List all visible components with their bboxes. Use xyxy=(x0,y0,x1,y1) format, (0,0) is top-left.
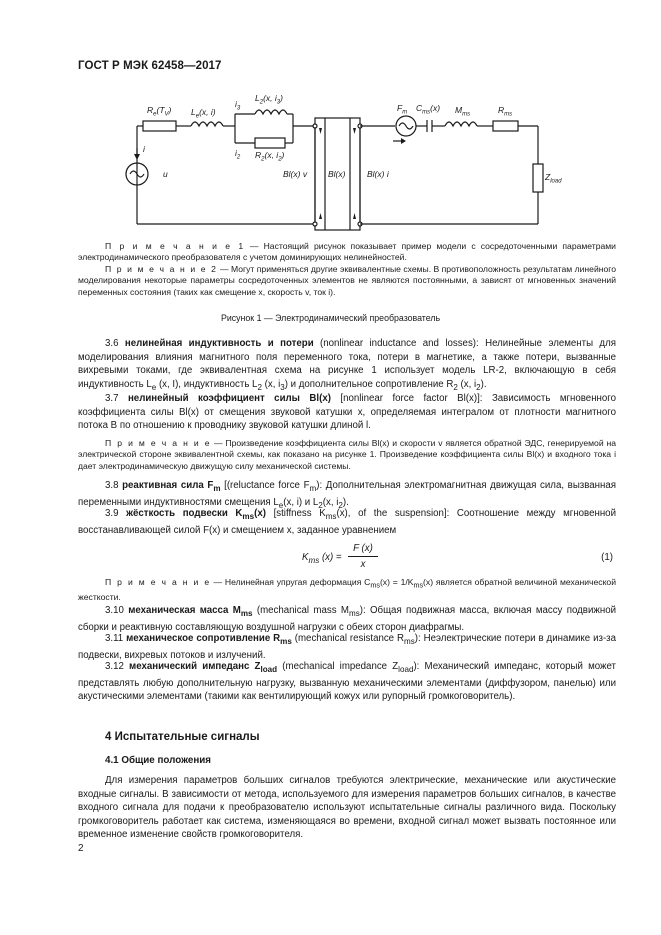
label-re: $R_e(T_V)$ xyxy=(147,105,172,118)
paragraph-4-1: Для измерения параметров больших сигналов требуются электрические, механические или акустические входные сигналы. В зависимости от метода, используемого для измерения параметров больших сигналов, в качестве входного сигнала для подачи к преобразователю используют испытательные сигналы различного вида. Поскольку громкоговоритель работает как система, изменяющаяся во времени, входной сигнал может вызвать постоянное или временное изменение свойств громкоговорителя. xyxy=(78,775,616,841)
circuit-figure xyxy=(95,88,565,238)
section-3-9: 3.9 жёсткость подвески $K_{ms}(x)$ [stiffness $K_{ms}(x)$, of the suspension]: Соотношение между мгновенной восстанавливающей силой F(x) и смещением x, заданное уравнением xyxy=(78,508,616,536)
label-i: i xyxy=(143,144,145,154)
inductor-le xyxy=(191,122,223,126)
label-mms: $M_{ms}$ xyxy=(455,105,471,118)
document-header: ГОСТ Р МЭК 62458—2017 xyxy=(78,60,222,72)
section-3-11: 3.11 механическое сопротивление $R_{ms}$ (mechanical resistance $R_{ms}$): Неэлектрические потери в динамике из-за подвески, вихревых потоков и излучений. xyxy=(78,633,617,661)
section-3-7: 3.7 нелинейный коэффициент силы Bl(x) [nonlinear force factor Bl(x)]: Зависимость мгновенного коэффициента силы Bl(x) от смещения звуковой катушки x, определяемая интегралом от плотности магнитного потока B по отношению к проводнику звуковой катушки длиной l. xyxy=(78,393,616,432)
equation-number: (1) xyxy=(601,552,613,563)
label-rms: $R_{ms}$ xyxy=(498,105,513,118)
label-le: $L_e(x$, i) xyxy=(191,107,216,120)
section-3-12: 3.12 механический импеданс $Z_{load}$ (mechanical impedance $Z_{load}$): Механический импеданс, который может представлять любую дополнительную нагрузку, вызванную механическими элементами (диффузором, панелью) или акустическими элементами (такими как вентилирующий кожух или рупорный громкоговоритель). xyxy=(78,661,616,703)
figure-note-2: П р и м е ч а н и е 2 — Могут применяться другие эквивалентные схемы. В противоположность результатам линейного моделирования некоторые параметры сосредоточенных элементов не являются постоянными, а зависят от мгновенных значений переменных состояния (таких как смещение x, скорость v, ток i). xyxy=(78,264,616,297)
label-fm: $F_m$ xyxy=(397,103,408,116)
label-i3: $i_3$ xyxy=(235,99,241,112)
heading-section-4: 4 Испытательные сигналы xyxy=(105,731,260,743)
label-cms: $C_{ms}(x)$ xyxy=(416,103,441,116)
label-l2: $L_2(x$, $i_3$) xyxy=(255,93,283,106)
inductor-mms xyxy=(445,122,477,126)
equation-numerator: F (x) xyxy=(353,543,373,554)
figure-caption: Рисунок 1 — Электродинамический преобразователь xyxy=(220,313,441,323)
label-i2: $i_2$ xyxy=(235,148,241,161)
label-zload: $Z_{load}$ xyxy=(545,172,562,185)
section-3-8: 3.8 реактивная сила $F_m$ [(reluctance force $F_m$): Дополнительная электромагнитная движущая сила, вызванная переменными индуктивностями смещения $L_e(x$, i) и $L_2(x$, $i_2$). xyxy=(78,480,616,510)
label-blxv: Bl(x) v xyxy=(283,169,308,179)
section-3-6: 3.6 нелинейная индуктивность и потери (nonlinear inductance and losses): Нелинейные элементы для моделирования влияния магнитного поля переменного тока, потери в магнетике, а также потери, вызванные вихревыми токами, где эквивалентная схема на рисунке 1 использует модель LR-2, включающую в себя индуктивность $L_e$ (x, I), индуктивность $L_2$ (x, $i_3$) и дополнительное сопротивление $R_2$ (x, $i_2$). xyxy=(78,338,616,392)
equation-lhs: $K_{ms}$ (x) = xyxy=(302,552,342,565)
resistor-rms xyxy=(493,121,518,131)
figure-note-1: П р и м е ч а н и е 1 — Настоящий рисунок показывает пример модели с сосредоточенными параметрами электродинамического преобразователя с учетом доминирующих нелинейностей. xyxy=(78,241,616,263)
equation-fraction xyxy=(348,543,378,570)
label-blxi: Bl(x) i xyxy=(367,169,389,179)
resistor-re xyxy=(143,121,176,131)
equation-1 xyxy=(78,543,616,573)
note-bl: П р и м е ч а н и е — Произведение коэффициента силы Bl(x) и скорости v является обратной ЭДС, генерируемой на электрической стороне эквивалентной схемы, как показано на рисунке 1. Произведение коэффициента силы Bl(x) и входного тока i дает электродинамическую движущую силу механической системы. xyxy=(78,438,616,471)
label-u: u xyxy=(163,169,168,179)
resistor-r2 xyxy=(255,138,285,148)
label-r2: $R_2(x$, $i_2$) xyxy=(255,150,285,163)
note-cms: П р и м е ч а н и е — Нелинейная упругая деформация $C_{ms}(x) = 1/K_{ms}(x)$ является обратной величиной механической жесткости. xyxy=(78,577,617,603)
inductor-l2 xyxy=(255,110,287,114)
label-blx: Bl(x) xyxy=(328,169,346,179)
heading-section-4-1: 4.1 Общие положения xyxy=(105,755,212,766)
page-number: 2 xyxy=(78,843,84,854)
impedance-zload xyxy=(533,164,543,192)
equation-denominator: x xyxy=(360,559,366,570)
section-3-10: 3.10 механическая масса $M_{ms}$ (mechanical mass $M_{ms}$): Общая подвижная масса, включая массу подвижной сборки и реактивную составляющую воздушной нагрузки с обеих сторон диафрагмы. xyxy=(78,605,616,633)
